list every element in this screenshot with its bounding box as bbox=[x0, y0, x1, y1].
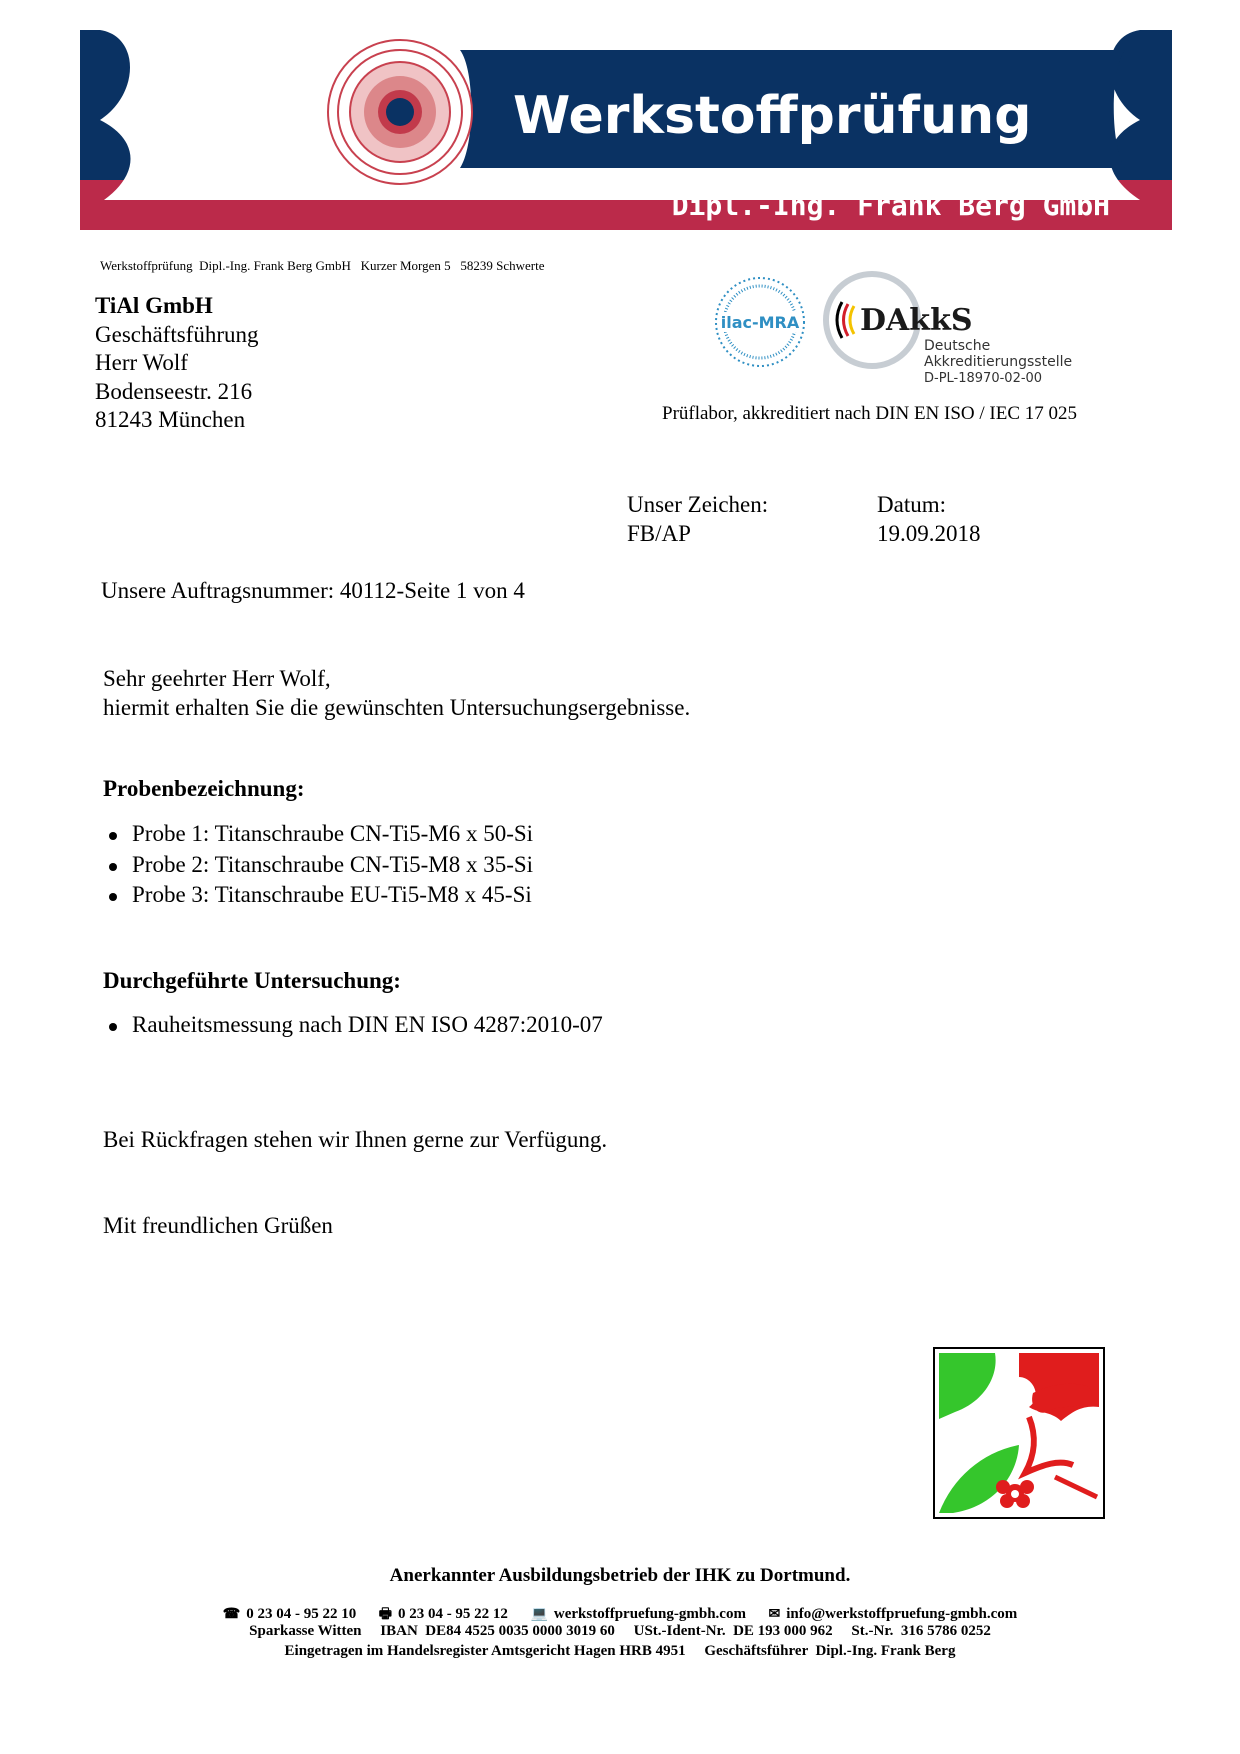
reference-datum bbox=[877, 490, 981, 548]
phone-number: 0 23 04 - 95 22 10 bbox=[246, 1606, 357, 1622]
list-item: Probe 1: Titanschraube CN-Ti5-M6 x 50-Si bbox=[103, 819, 533, 850]
brand-subtitle: Dipl.-Ing. Frank Berg GmbH bbox=[671, 189, 1110, 222]
svg-text:ilac-MRA: ilac-MRA bbox=[720, 313, 800, 332]
ihk-note: Anerkannter Ausbildungsbetrieb der IHK zu Dortmund. bbox=[389, 1565, 851, 1586]
website-link[interactable]: werkstoffpruefung-gmbh.com bbox=[553, 1606, 746, 1622]
tests-heading: Durchgeführte Untersuchung: bbox=[103, 968, 401, 993]
recipient-company: TiAl GmbH bbox=[95, 293, 213, 318]
target-rings bbox=[328, 40, 472, 184]
list-item: Probe 3: Titanschraube EU-Ti5-M8 x 45-Si bbox=[103, 880, 533, 911]
accreditation-caption: Prüflabor, akkreditiert nach DIN EN ISO / IEC 17 025 bbox=[662, 403, 1078, 424]
salutation bbox=[103, 665, 690, 722]
bank-details: Sparkasse Witten IBAN DE84 4525 0035 0000 3019 60 USt.-Ident-Nr. DE 193 000 962 St.-Nr. 316 5786 0252 bbox=[249, 1623, 991, 1639]
recipient-person: Herr Wolf bbox=[95, 350, 188, 375]
fax-number: 0 23 04 - 95 22 12 bbox=[397, 1606, 508, 1622]
datum-value: 19.09.2018 bbox=[877, 521, 981, 546]
closing-questions: Bei Rückfragen stehen wir Ihnen gerne zur Verfügung. bbox=[103, 1127, 608, 1152]
salutation-line-1: Sehr geehrter Herr Wolf, bbox=[103, 666, 331, 691]
sender-address-line: Werkstoffprüfung Dipl.-Ing. Frank Berg GmbH Kurzer Morgen 5 58239 Schwerte bbox=[100, 258, 545, 273]
computer-icon: 💻 bbox=[530, 1607, 548, 1622]
recipient-city: 81243 München bbox=[95, 407, 246, 432]
datum-label: Datum: bbox=[877, 492, 946, 517]
zeichen-label: Unser Zeichen: bbox=[627, 492, 769, 517]
email-link[interactable]: info@werkstoffpruefung-gmbh.com bbox=[786, 1606, 1018, 1622]
salutation-line-2: hiermit erhalten Sie die gewünschten Untersuchungsergebnisse. bbox=[103, 694, 691, 720]
list-item: Probe 2: Titanschraube CN-Ti5-M8 x 35-Si bbox=[103, 850, 533, 881]
tests-list bbox=[103, 1010, 603, 1041]
reference-zeichen bbox=[627, 490, 768, 548]
recipient-address bbox=[95, 292, 259, 435]
list-item: Rauheitsmessung nach DIN EN ISO 4287:2010-07 bbox=[103, 1010, 603, 1041]
fax-icon: 🖶 bbox=[378, 1607, 392, 1622]
closing-greeting: Mit freundlichen Grüßen bbox=[103, 1213, 333, 1238]
email-icon: ✉ bbox=[768, 1607, 781, 1622]
svg-text:Akkreditierungsstelle: Akkreditierungsstelle bbox=[924, 354, 1072, 370]
order-number: Unsere Auftragsnummer: 40112-Seite 1 von 4 bbox=[101, 578, 525, 603]
svg-text:DAkkS: DAkkS bbox=[860, 303, 973, 338]
ilac-mra-logo bbox=[716, 278, 804, 366]
letterhead-logo bbox=[80, 30, 1172, 230]
register-details: Eingetragen im Handelsregister Amtsgericht Hagen HRB 4951 Geschäftsführer Dipl.-Ing. Frank Berg bbox=[284, 1643, 956, 1659]
letterhead-banner bbox=[80, 30, 1172, 230]
nrw-coat-of-arms bbox=[933, 1347, 1105, 1519]
zeichen-value: FB/AP bbox=[627, 521, 691, 546]
phone-icon: ☎ bbox=[222, 1607, 241, 1622]
accreditation-logos bbox=[712, 270, 1072, 400]
dakks-logo bbox=[826, 274, 1072, 386]
samples-list bbox=[103, 819, 533, 911]
samples-heading: Probenbezeichnung: bbox=[103, 776, 305, 801]
recipient-department: Geschäftsführung bbox=[95, 321, 259, 347]
svg-text:Deutsche: Deutsche bbox=[924, 338, 991, 354]
brand-title: Werkstoffprüfung bbox=[513, 86, 1032, 146]
recipient-street: Bodenseestr. 216 bbox=[95, 378, 253, 404]
svg-text:D-PL-18970-02-00: D-PL-18970-02-00 bbox=[924, 371, 1043, 386]
